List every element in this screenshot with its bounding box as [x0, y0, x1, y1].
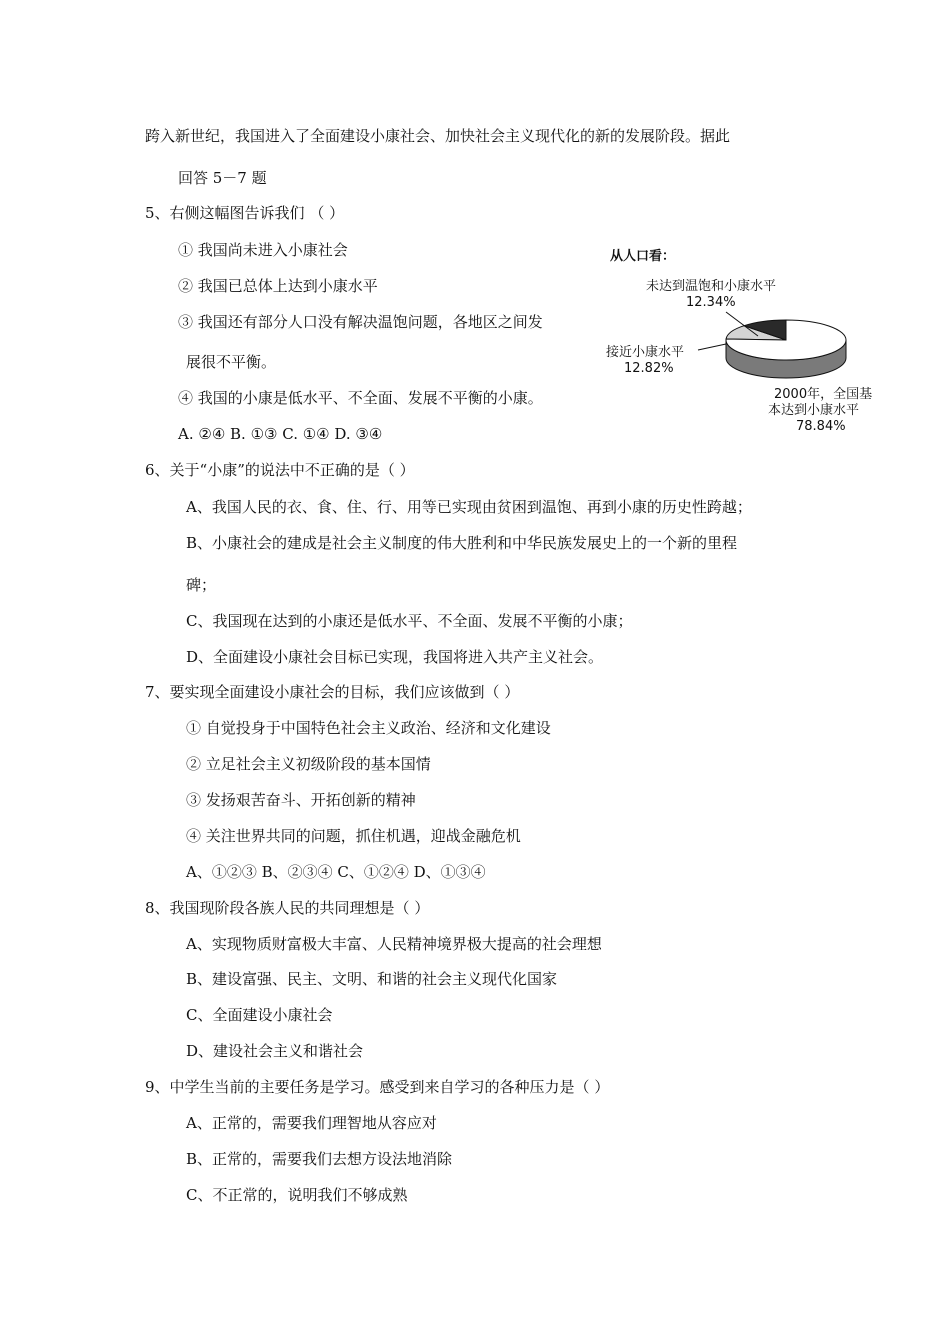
slice-label-3b: 本达到小康水平	[768, 403, 860, 418]
chart-title: 从人口看：	[610, 249, 676, 264]
q7-stem: 7、要实现全面建设小康社会的目标，我们应该做到（ ）	[145, 683, 520, 701]
q7-option-2: ② 立足社会主义初级阶段的基本国情	[186, 755, 431, 773]
q5-stem: 5、右侧这幅图告诉我们 （ ）	[145, 204, 345, 222]
q5-option-1: ① 我国尚未进入小康社会	[178, 241, 348, 259]
q9-option-c: C、不正常的，说明我们不够成熟	[186, 1186, 408, 1204]
q5-option-3: ③ 我国还有部分人口没有解决温饱问题，各地区之间发	[178, 313, 543, 331]
q7-option-1: ① 自觉投身于中国特色社会主义政治、经济和文化建设	[186, 719, 551, 737]
q6-stem: 6、关于“小康”的说法中不正确的是（ ）	[145, 461, 415, 479]
q5-answers: A. ②④ B. ①③ C. ①④ D. ③④	[178, 425, 383, 443]
q6-option-a: A、我国人民的衣、食、住、行、用等已实现由贫困到温饱、再到小康的历史性跨越；	[186, 498, 752, 516]
q5-option-4: ④ 我国的小康是低水平、不全面、发展不平衡的小康。	[178, 389, 543, 407]
q8-option-c: C、全面建设小康社会	[186, 1006, 333, 1024]
q6-option-b-cont: 碑；	[186, 576, 217, 594]
q6-option-d: D、全面建设小康社会目标已实现，我国将进入共产主义社会。	[186, 648, 604, 666]
slice-label-2: 接近小康水平	[606, 345, 685, 360]
q8-option-d: D、建设社会主义和谐社会	[186, 1042, 364, 1060]
q8-option-a: A、实现物质财富极大丰富、人民精神境界极大提高的社会理想	[186, 935, 602, 953]
q9-stem: 9、中学生当前的主要任务是学习。感受到来自学习的各种压力是（ ）	[145, 1078, 610, 1096]
population-pie-chart	[598, 240, 898, 440]
q9-option-b: B、正常的，需要我们去想方设法地消除	[186, 1150, 453, 1168]
slice-value-1: 12.34%	[686, 295, 736, 310]
q5-option-3-cont: 展很不平衡。	[186, 353, 277, 371]
q6-option-b: B、小康社会的建成是社会主义制度的伟大胜利和中华民族发展史上的一个新的里程	[186, 534, 738, 552]
q8-stem: 8、我国现阶段各族人民的共同理想是（ ）	[145, 899, 430, 917]
pie-chart-svg	[598, 240, 898, 440]
q7-answers: A、①②③ B、②③④ C、①②④ D、①③④	[186, 863, 486, 881]
slice-label-3a: 2000年，全国基	[774, 387, 873, 402]
intro-line-1: 跨入新世纪，我国进入了全面建设小康社会、加快社会主义现代化的新的发展阶段。据此	[145, 127, 731, 145]
pie-slices	[726, 320, 846, 378]
q5-option-2: ② 我国已总体上达到小康水平	[178, 277, 378, 295]
q7-option-3: ③ 发扬艰苦奋斗、开拓创新的精神	[186, 791, 416, 809]
q9-option-a: A、正常的，需要我们理智地从容应对	[186, 1114, 437, 1132]
q6-option-c: C、我国现在达到的小康还是低水平、不全面、发展不平衡的小康；	[186, 612, 633, 630]
intro-line-2: 回答 5－7 题	[178, 169, 267, 187]
leader-line-2	[698, 344, 726, 350]
slice-label-1: 未达到温饱和小康水平	[646, 279, 777, 294]
q8-option-b: B、建设富强、民主、文明、和谐的社会主义现代化国家	[186, 970, 558, 988]
slice-value-2: 12.82%	[624, 361, 674, 376]
q7-option-4: ④ 关注世界共同的问题，抓住机遇，迎战金融危机	[186, 827, 521, 845]
slice-value-3: 78.84%	[796, 419, 846, 434]
